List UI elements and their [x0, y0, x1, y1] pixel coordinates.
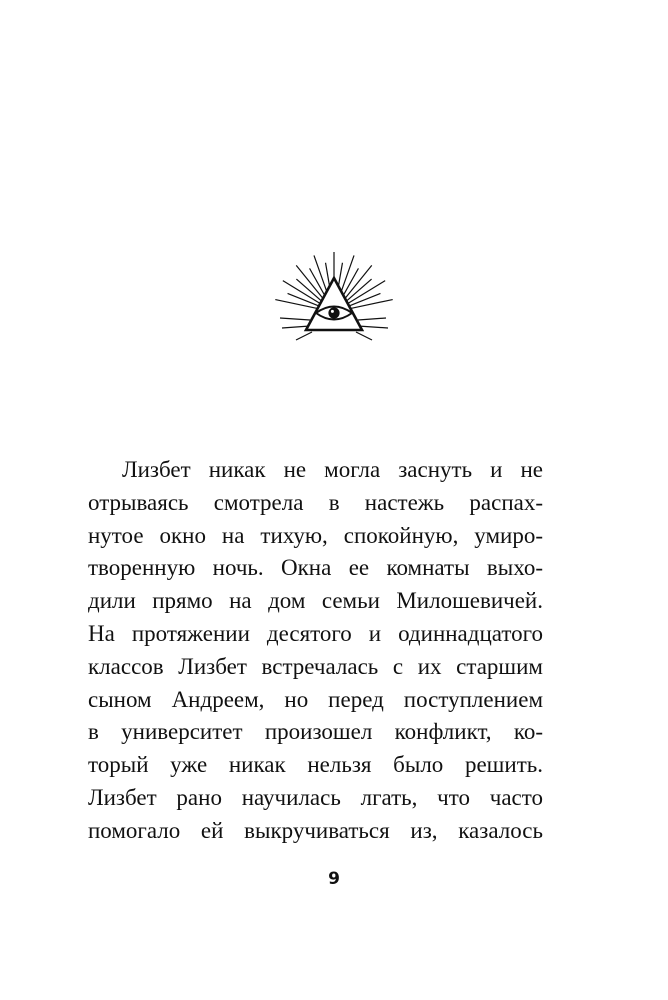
page-number: 9: [328, 869, 340, 889]
text-line: в университет произошел конфликт, ко-: [88, 719, 543, 745]
text-line: помогало ей выкручиваться из, казалось: [88, 817, 543, 843]
body-text: [88, 454, 543, 848]
text-line: творенную ночь. Окна ее комнаты выхо-: [88, 555, 543, 581]
all-seeing-eye-icon: [272, 252, 396, 344]
text-line: торый уже никак нельзя было решить.: [88, 752, 543, 778]
text-line: нутое окно на тихую, спокойную, умиро-: [88, 522, 543, 548]
text-line: отрываясь смотрела в настежь распах-: [88, 489, 543, 515]
text-line: Лизбет никак не могла заснуть и не: [122, 457, 543, 482]
text-line: классов Лизбет встречалась с их старшим: [88, 653, 543, 679]
text-line: сыном Андреем, но перед поступлением: [88, 686, 543, 712]
text-line: дили прямо на дом семьи Милошевичей.: [88, 588, 543, 614]
text-line: На протяжении десятого и одиннадцатого: [88, 620, 543, 646]
text-line: Лизбет рано научилась лгать, что часто: [88, 784, 543, 810]
